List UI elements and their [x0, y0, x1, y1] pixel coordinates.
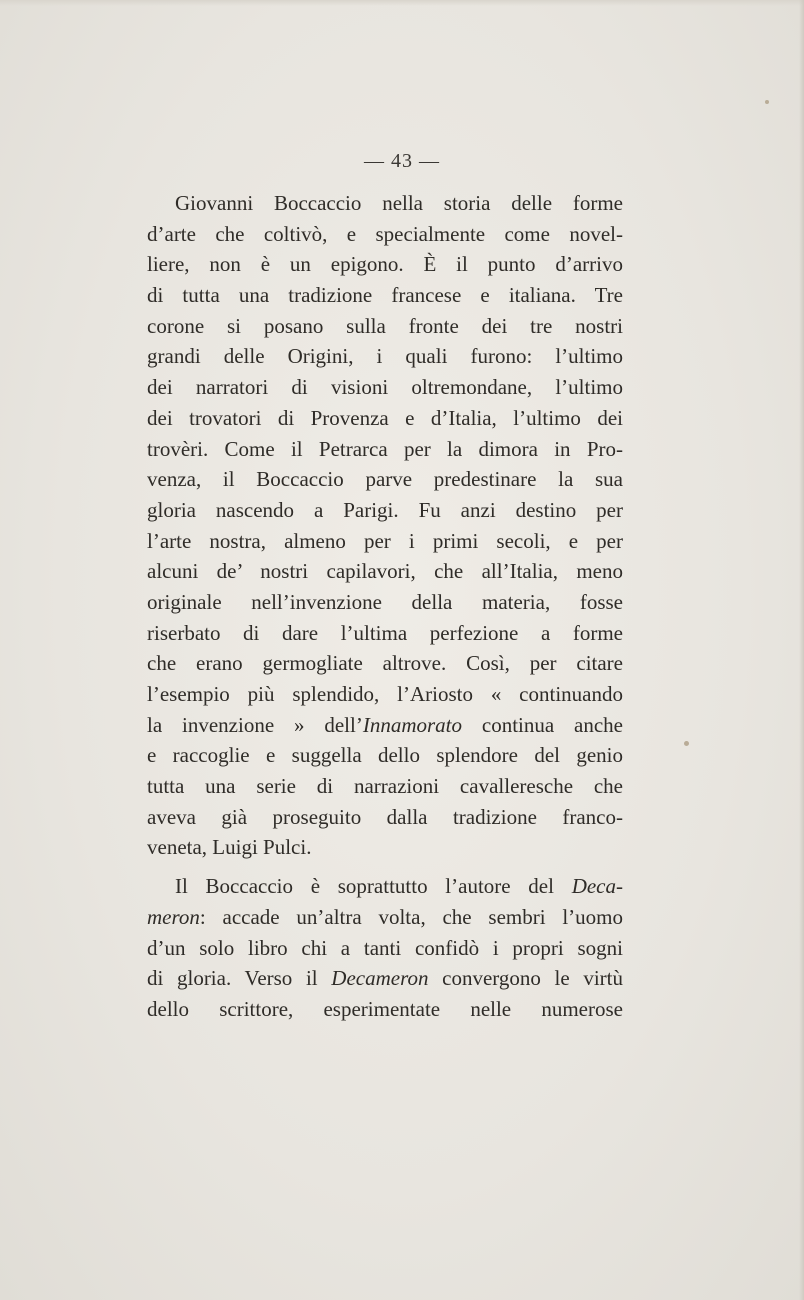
text-line: e raccoglie e suggella dello splendore del genio [147, 743, 623, 768]
text-line [147, 871, 623, 902]
text-line: grandi delle Origini, i quali furono: l’ultimo [147, 344, 623, 369]
text-line: trovèri. Come il Petrarca per la dimora in Pro- [147, 436, 623, 461]
text-line: aveva già proseguito dalla tradizione franco- [147, 804, 623, 829]
text-line: liere, non è un epigono. È il punto d’arrivo [147, 252, 623, 277]
italic-title: Deca- [571, 874, 623, 899]
page-right-edge [799, 0, 804, 1300]
text-line: dei narratori di visioni oltremondane, l’ultimo [147, 375, 623, 400]
text-line: l’arte nostra, almeno per i primi secoli, e per [147, 528, 623, 553]
text-line: di tutta una tradizione francese e italiana. Tre [147, 283, 623, 308]
text-line: gloria nascendo a Parigi. Fu anzi destino per [147, 497, 623, 522]
italic-title: meron [147, 904, 200, 929]
text-line: tutta una serie di narrazioni cavalleresche che [147, 774, 623, 799]
text-segment: la invenzione » dell’ [147, 712, 363, 737]
page-top-edge [0, 0, 804, 6]
text-line: dello scrittore, esperimentate nelle numerose [147, 996, 623, 1021]
text-line: Giovanni Boccaccio nella storia delle forme [175, 191, 623, 215]
italic-title: Innamorato [362, 712, 463, 737]
text-line [147, 963, 623, 994]
text-line [147, 902, 623, 933]
text-segment: continua anche [462, 712, 623, 737]
text-segment: di gloria. Verso il [147, 966, 332, 991]
paper-speck [684, 741, 689, 746]
paper-speck [765, 100, 769, 104]
text-line: l’esempio più splendido, l’Ariosto « continuando [147, 682, 623, 706]
text-segment: : accade un’altra volta, che sembri l’uomo [199, 904, 623, 929]
text-line [147, 710, 623, 741]
text-line: d’un solo libro chi a tanti confidò i propri sogni [147, 935, 623, 960]
text-line: venza, il Boccaccio parve predestinare la sua [147, 467, 623, 492]
text-line: d’arte che coltivò, e specialmente come novel- [147, 221, 623, 246]
paragraph-gap [147, 863, 623, 871]
text-line: dei trovatori di Provenza e d’Italia, l’ultimo dei [147, 405, 623, 430]
text-segment: convergono le virtù [428, 966, 623, 991]
text-line: che erano germogliate altrove. Così, per citare [147, 651, 623, 676]
text-segment: Il Boccaccio è soprattutto l’autore del [175, 874, 572, 899]
text-line: originale nell’invenzione della materia, fosse [147, 589, 623, 614]
text-line: alcuni de’ nostri capilavori, che all’Italia, meno [147, 559, 623, 584]
italic-title: Decameron [331, 966, 429, 991]
text-line: veneta, Luigi Pulci. [147, 835, 312, 860]
body-text [147, 188, 623, 1025]
text-line: riserbato di dare l’ultima perfezione a forme [147, 620, 623, 645]
text-line: corone si posano sulla fronte dei tre nostri [147, 313, 623, 338]
page-number: — 43 — [364, 150, 440, 172]
